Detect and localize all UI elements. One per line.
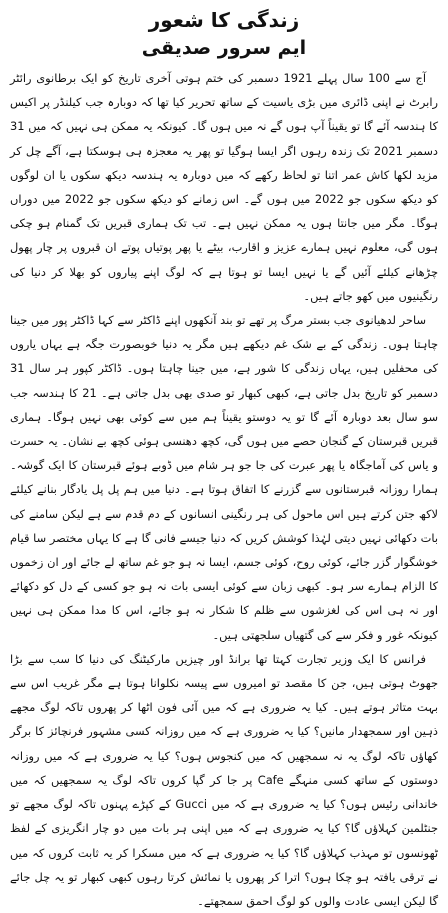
article-body — [10, 66, 438, 913]
article-author: ایم سرور صدیقی — [141, 37, 307, 59]
article-paragraph: آج سے 100 سال پہلے 1921 دسمبر کی ختم ہوتی آخری تاریخ کو ایک برطانوی رائٹر رابرٹ نے اپنی ڈائری میں بڑی یاسیت کے ساتھ تحریر کیا تھا کہ دوبارہ جب کیلنڈر پر اکیس کا ہندسہ آئے گا تو یقیناً آپ ہوں گے نہ میں ہوں گا۔ کیونکہ یہ ممکن ہی نہیں کہ میں 31 دسمبر 2021 تک زندہ رہوں اگر ایسا ہوگیا تو پھر یہ معجزہ ہی ہوسکتا ہے، آگے چل کر مزید لکھا کاش عمر اتنا تو لحاظ رکھے کہ میں دوبارہ یہ ہندسہ دیکھ سکوں یا ان لوگوں کو دیکھ سکوں جو 2022 میں ہوں گے۔ اس زمانے کو دیکھ سکوں جو 2022 میں دوراں ہوگا۔ مگر میں جانتا ہوں یہ ممکن نہیں ہے۔ تب تک ہماری قبریں تک گمنام ہو چکی ہوں گی، معلوم نہیں ہمارے عزیز و اقارب، بیٹے یا پھر پوتیاں پوتے ان قبروں پر چار پھول چڑھانے کیلئے آئیں گے یا نہیں ایسا تو ہوتا ہے کہ لوگ اپنے پیاروں کو بھلا کر دنیا کی رنگینیوں میں کھو جاتے ہیں۔ — [10, 71, 438, 303]
article-title: زندگی کا شعور — [148, 8, 300, 32]
article-paragraph: ساحر لدھیانوی جب بستر مرگ پر تھے تو بند آنکھوں اپنے ڈاکٹر سے کہا ڈاکٹر پور میں جینا چاہتا ہوں۔ زندگی کے بے شک غم دیکھے ہیں مگر یہ دنیا خوبصورت جگہ ہے یہاں یاروں کی محفلیں ہیں، یہاں زندگی کا شور ہے، میں جینا چاہتا ہوں۔ ڈاکٹر کپور ہر سال 31 دسمبر کو تاریخ بدل جاتی ہے، کبھی کبھار تو صدی بھی بدل جاتی ہے۔ 21 کا ہندسہ جب سو سال بعد دوبارہ آئے گا تو یہ دوستو یقیناً ہم میں سے کوئی بھی نہیں ہوگا۔ ہماری قبریں قبرستان کے گنجان حصے میں ہوں گی، کچھ دھنسی ہوئی کچھ بے نشان۔ یہ حسرت و یاس کی آماجگاہ یا پھر عبرت کی جا جو ہر شام میں ڈوبے ہوئے قبرستان کا ایک گوشہ۔ ہمارا روزانہ قبرستانوں سے گزرنے کا اتفاق ہوتا ہے۔ دنیا میں ہم پل پل یادگار بنانے کیلئے لاکھ جتن کرتے ہیں اس ماحول کی ہر رنگینی انسانوں کے دم قدم سے ہے لیکن سامنے کی بات دکھائی نہیں دیتی لہٰذا کوشش کریں کہ دنیا جیسے فانی گا ہے کا یہاں مختصر سا قیام خوشگوار گزر جائے، کوئی روح، کوئی جسم، ایسا نہ ہو جو غم ساتھ لے جائے اور ان زخموں کا الزام ہمارے سر ہو۔ کبھی زبان سے کوئی ایسی بات نہ ہو جو کسی کے دل کو دکھائے اور نہ ہی اس کی لغزشوں سے ظلم کا شکار نہ ہو جائے، اس کا مدا ممکن ہی نہیں کیونکہ غور و فکر سے کی گتھیاں سلجھتی ہیں۔ — [10, 313, 438, 642]
article-paragraph: فرانس کا ایک وزیر تجارت کہتا تھا برانڈ اور چیزیں مارکیٹنگ کی دنیا کا سب سے بڑا جھوٹ ہوتی ہیں، جن کا مقصد تو امیروں سے پیسہ نکلوانا ہوتا ہے مگر غریب اس سے بہت متاثر ہوتے ہیں۔ کیا یہ ضروری ہے کہ میں آئی فون اٹھا کر پھروں تاکہ لوگ مجھے ذہین اور سمجھدار مانیں؟ کیا یہ ضروری ہے کہ میں روزانہ کسی مشہور فرنچائز کا برگر کھاؤں تاکہ لوگ یہ نہ سمجھیں کہ میں کنجوس ہوں؟ کیا یہ ضروری ہے کہ میں روزانہ دوستوں کے ساتھ کسی منہگے Cafe پر جا کر گپا کروں تاکہ لوگ یہ سمجھیں کہ میں خاندانی رئیس ہوں؟ کیا یہ ضروری ہے کہ میں Gucci کے کپڑے پہنوں تاکہ لوگ مجھے تو جنٹلمین کہلاؤں گا؟ کیا یہ ضروری ہے کہ میں اپنی ہر بات میں دو چار انگریزی کے لفظ ٹھونسوں تو مہذب کہلاؤں گا؟ کیا یہ ضروری ہے کہ میں مسکرا کر یہ ثابت کروں کہ میں نے ترقی یافتہ ہو چکا ہوں؟ اترا کر پھروں یا نمائش کرتا رہوں کبھی کبھار تو یہ چل جائے گا لیکن ایسی عادت والوں کو لوگ احمق سمجھتے۔ — [10, 651, 438, 908]
